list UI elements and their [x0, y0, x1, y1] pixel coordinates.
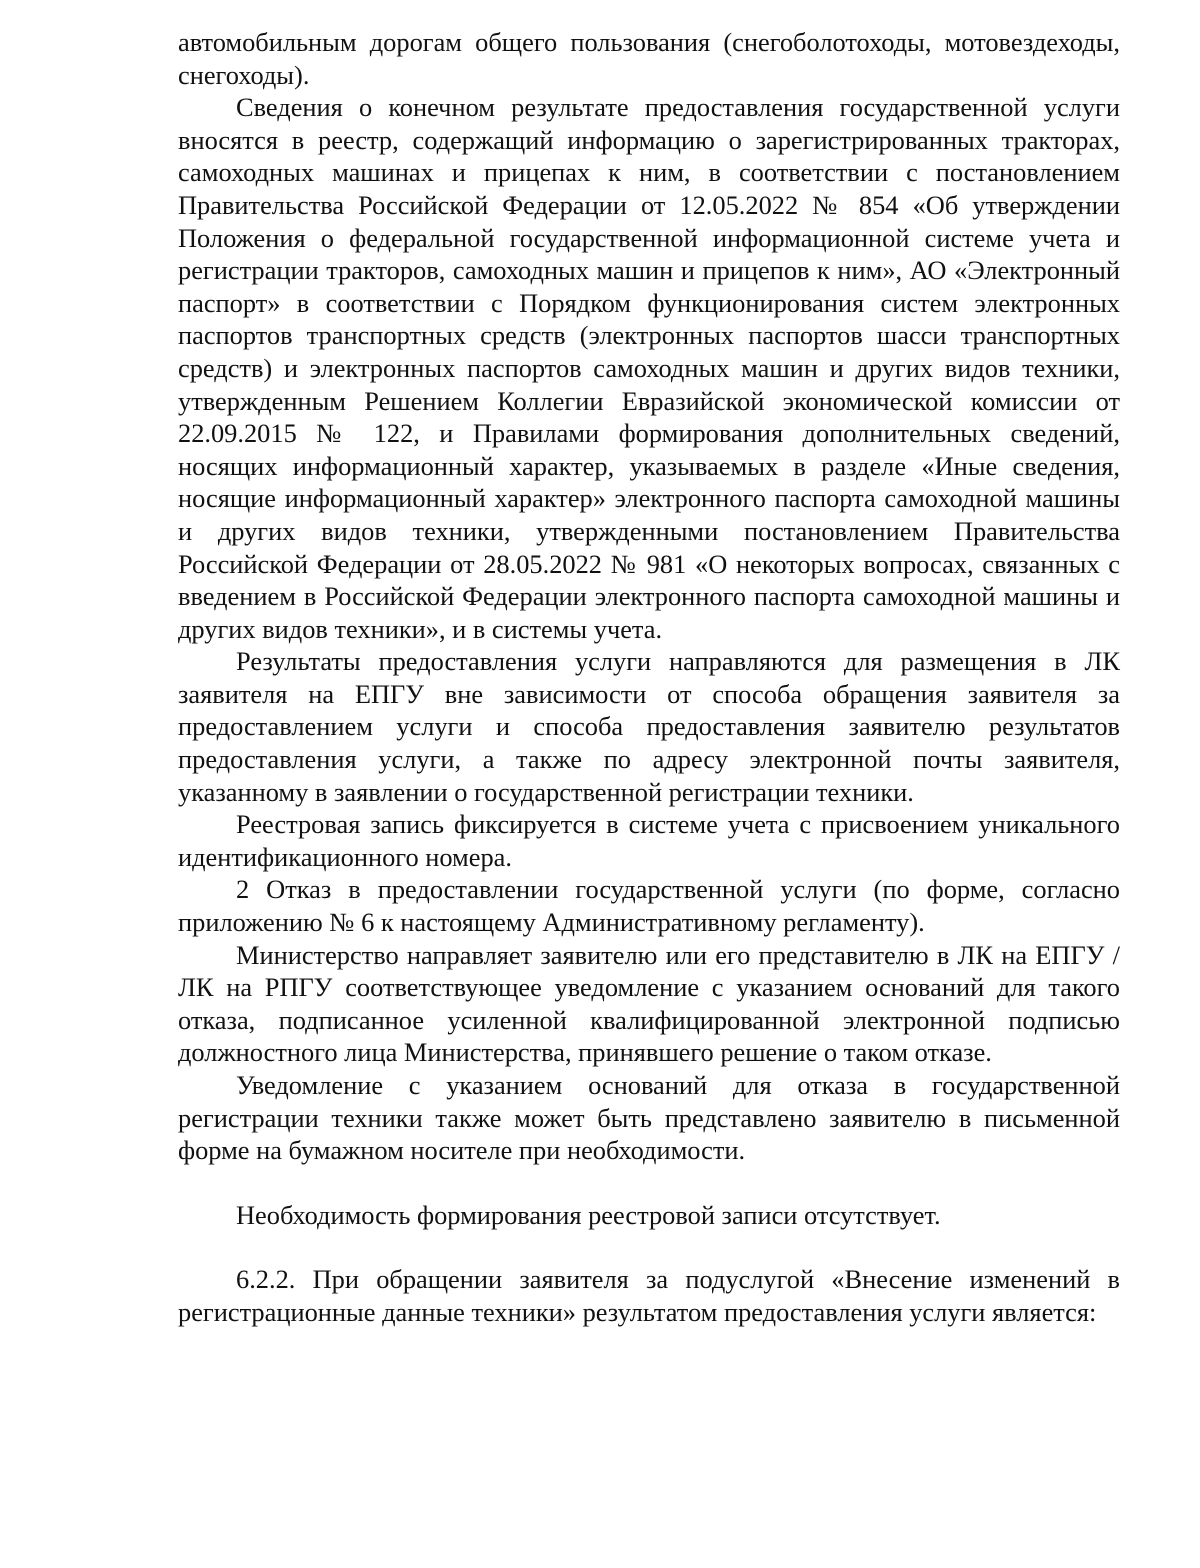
- document-body: [178, 26, 1120, 1329]
- paragraph-paper-notice: Уведомление с указанием оснований для отказа в государственной регистрации техники также может быть представлено заявителю в письменной форме на бумажном носителе при необходимости.: [178, 1070, 1120, 1166]
- paragraph-refusal: 2 Отказ в предоставлении государственной услуги (по форме, согласно приложению № 6 к настоящему Административному регламенту).: [178, 874, 1120, 938]
- paragraph-section-6-2-2: 6.2.2. При обращении заявителя за подуслугой «Внесение изменений в регистрационные данные техники» результатом предоставления услуги является:: [178, 1264, 1120, 1327]
- paragraph-results-sent: Результаты предоставления услуги направляются для размещения в ЛК заявителя на ЕПГУ вне зависимости от способа обращения заявителя за предоставлением услуги и способа предоставления заявителю результатов предоставления услуги, а также по адресу электронной почты заявителя, указанному в заявлении о государственной регистрации техники.: [178, 646, 1120, 807]
- paragraph-registry-record: Реестровая запись фиксируется в системе учета с присвоением уникального идентификационного номера.: [178, 809, 1120, 872]
- paragraph-no-record: Необходимость формирования реестровой записи отсутствует.: [236, 1199, 941, 1230]
- paragraph-continuation: автомобильным дорогам общего пользования (снегоболотоходы, мотовездеходы, снегоходы).: [178, 27, 1120, 90]
- paragraph-registry-info: Сведения о конечном результате предоставления государственной услуги вносятся в реестр, содержащий информацию о зарегистрированных тракторах, самоходных машинах и прицепах к ним, в соответствии с постановлением Правительства Российской Федерации от 12.05.2022 № 854 «Об утверждении Положения о федеральной государственной информационной системе учета и регистрации тракторов, самоходных машин и прицепов к ним», АО «Электронный паспорт» в соответствии с Порядком функционирования систем электронных паспортов транспортных средств (электронных паспортов шасси транспортных средств) и электронных паспортов самоходных машин и других видов техники, утвержденным Решением Коллегии Евразийской экономической комиссии от 22.09.2015 № 122, и Правилами формирования дополнительных сведений, носящих информационный характер, указываемых в разделе «Иные сведения, носящие информационный характер» электронного паспорта самоходной машины и других видов техники, утвержденными постановлением Правительства Российской Федерации от 28.05.2022 № 981 «О некоторых вопросах, связанных с введением в Российской Федерации электронного паспорта самоходной машины и других видов техники», и в системы учета.: [178, 92, 1120, 644]
- paragraph-ministry-notice: Министерство направляет заявителю или его представителю в ЛК на ЕПГУ / ЛК на РПГУ соответствующее уведомление с указанием оснований для такого отказа, подписанное усиленной квалифицированной электронной подписью должностного лица Министерства, принявшего решение о таком отказе.: [178, 939, 1120, 1068]
